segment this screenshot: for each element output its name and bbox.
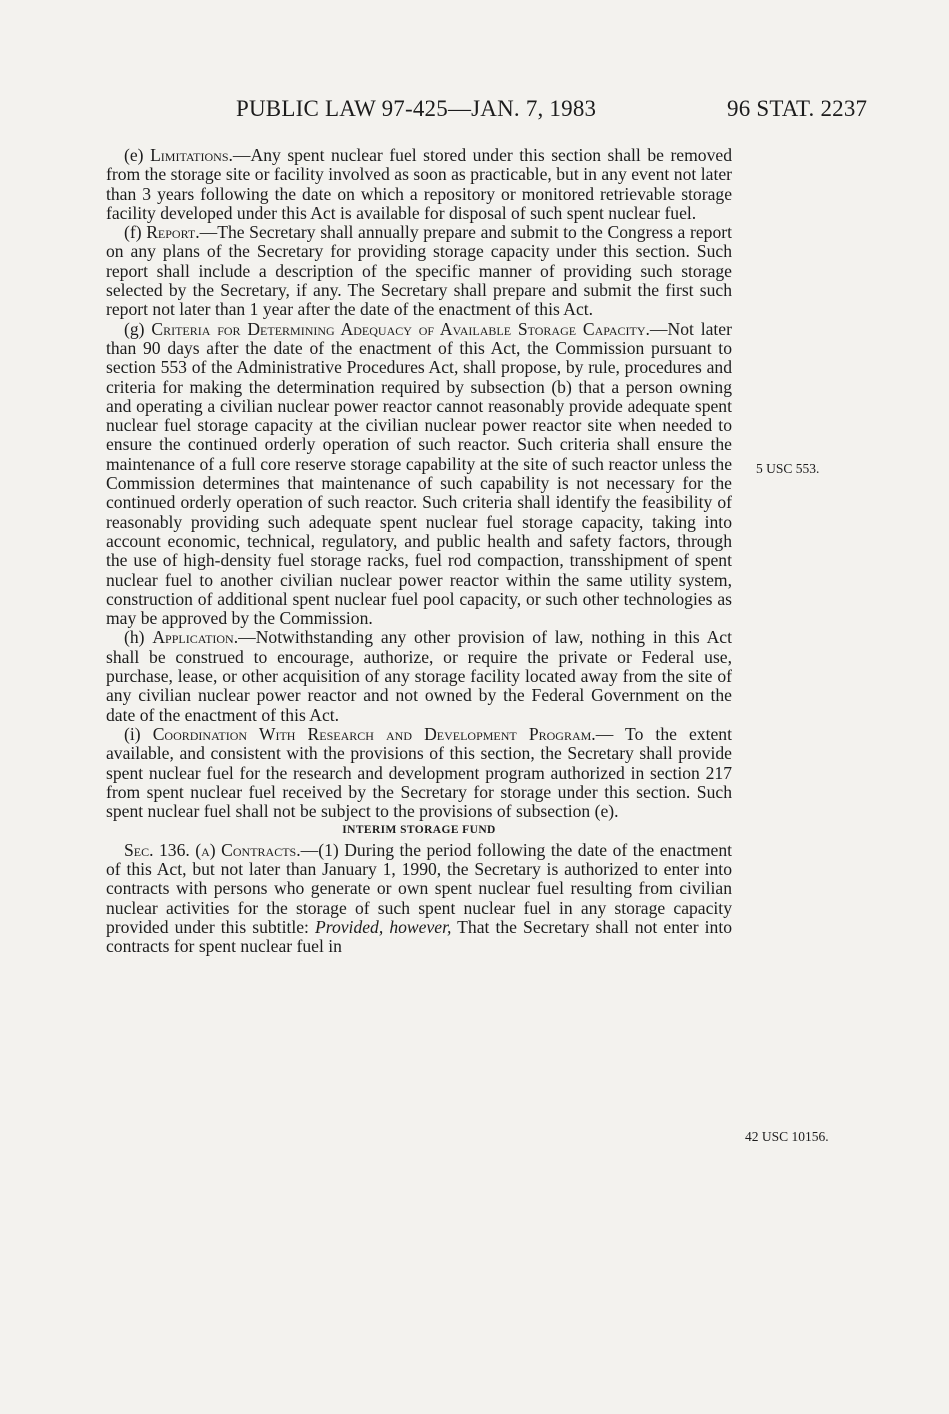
paragraph-e bbox=[106, 146, 732, 223]
paragraph-heading: Application bbox=[152, 627, 234, 648]
paragraph-i bbox=[106, 725, 732, 821]
section-subheading: Contracts bbox=[221, 839, 297, 860]
body-text bbox=[106, 146, 732, 956]
section-136 bbox=[106, 841, 732, 957]
proviso-text: Provided, however, bbox=[315, 916, 452, 937]
paragraph-label: (h) bbox=[124, 627, 153, 648]
paragraph-text: .—Not later than 90 days after the date of the enactment of this Act, the Commission pursuant to section 553 of the Administrative Procedures Act, shall propose, by rule, procedures and criteria for making the determination required by subsection (b) that a person owning and operating a civilian nuclear power reactor cannot reasonably provide adequate spent nuclear fuel storage capacity at the civilian nuclear power reactor site when needed to ensure the continued orderly operation of such reactor. Such criteria shall ensure the maintenance of a full core reserve storage capability at the site of such reactor unless the Commission determines that maintenance of such capability is not necessary for the continued orderly operation of such reactor. Such criteria shall identify the feasibility of reasonably providing such adequate spent nuclear fuel storage capacity, taking into account economic, technical, regulatory, and public health and safety factors, through the use of high-density fuel storage racks, fuel rod compaction, transshipment of spent nuclear fuel to another civilian nuclear power reactor within the same utility system, construction of additional spent nuclear fuel pool capacity, or such other technologies as may be approved by the Commission. bbox=[106, 318, 732, 629]
paragraph-h bbox=[106, 628, 732, 724]
paragraph-text: .—Any spent nuclear fuel stored under this section shall be removed from the storage site or facility involved as soon as practicable, but in any event not later than 3 years following the date on which a repository or monitored retrievable storage facility developed under this Act is available for disposal of such spent nuclear fuel. bbox=[106, 145, 732, 223]
paragraph-label: (f) bbox=[124, 222, 147, 243]
margin-note-42-usc-10156: 42 USC 10156. bbox=[745, 1129, 829, 1144]
paragraph-label: (i) bbox=[124, 723, 153, 744]
margin-note-5-usc-553: 5 USC 553. bbox=[756, 461, 820, 476]
section-label: Sec. 136. (a) bbox=[124, 839, 222, 860]
section-text: .—(1) During the period following the date of the enactment of this Act, but not later than January 1, 1990, the Secretary is authorized to enter into contracts with persons who generate or own spent nuclear fuel resulting from civilian nuclear activities for the storage of such spent nuclear fuel in any storage capacity provided under this subtitle: bbox=[106, 839, 732, 937]
paragraph-text: .— To the extent available, and consistent with the provisions of this section, the Secretary shall provide spent nuclear fuel for the research and development program authorized in section 217 from spent nuclear fuel received by the Secretary for storage under this section. Such spent nuclear fuel shall not be subject to the provisions of subsection (e). bbox=[106, 723, 732, 822]
header-title: PUBLIC LAW 97-425—JAN. 7, 1983 bbox=[236, 96, 597, 121]
paragraph-text: .—Notwithstanding any other provision of law, nothing in this Act shall be construed to encourage, authorize, or require the private or Federal use, purchase, lease, or other acquisition of any storage facility located away from the site of any civilian nuclear power reactor and not owned by the Federal Government on the date of the enactment of this Act. bbox=[106, 627, 732, 725]
paragraph-g bbox=[106, 320, 732, 629]
paragraph-label: (e) bbox=[124, 145, 151, 165]
section-text-continued: That the Secretary shall not enter into contracts for spent nuclear fuel in bbox=[106, 916, 733, 957]
paragraph-heading: Report bbox=[146, 222, 196, 243]
paragraph-heading: Criteria for Determining Adequacy of Available Storage Capacity bbox=[151, 318, 646, 339]
paragraph-heading: Limitations bbox=[150, 145, 229, 165]
section-heading: INTERIM STORAGE FUND bbox=[342, 824, 496, 837]
paragraph-heading: Coordination With Research and Development Program bbox=[152, 723, 592, 744]
paragraph-f bbox=[106, 223, 732, 319]
paragraph-label: (g) bbox=[124, 318, 152, 339]
header-stat-page: 96 STAT. 2237 bbox=[727, 96, 868, 121]
paragraph-text: .—The Secretary shall annually prepare and submit to the Congress a report on any plans of the Secretary for providing storage capacity under this section. Such report shall include a description of the specific manner of providing such storage selected by the Secretary, if any. The Secretary shall prepare and submit the first such report not later than 1 year after the date of the enactment of this Act. bbox=[106, 222, 732, 320]
